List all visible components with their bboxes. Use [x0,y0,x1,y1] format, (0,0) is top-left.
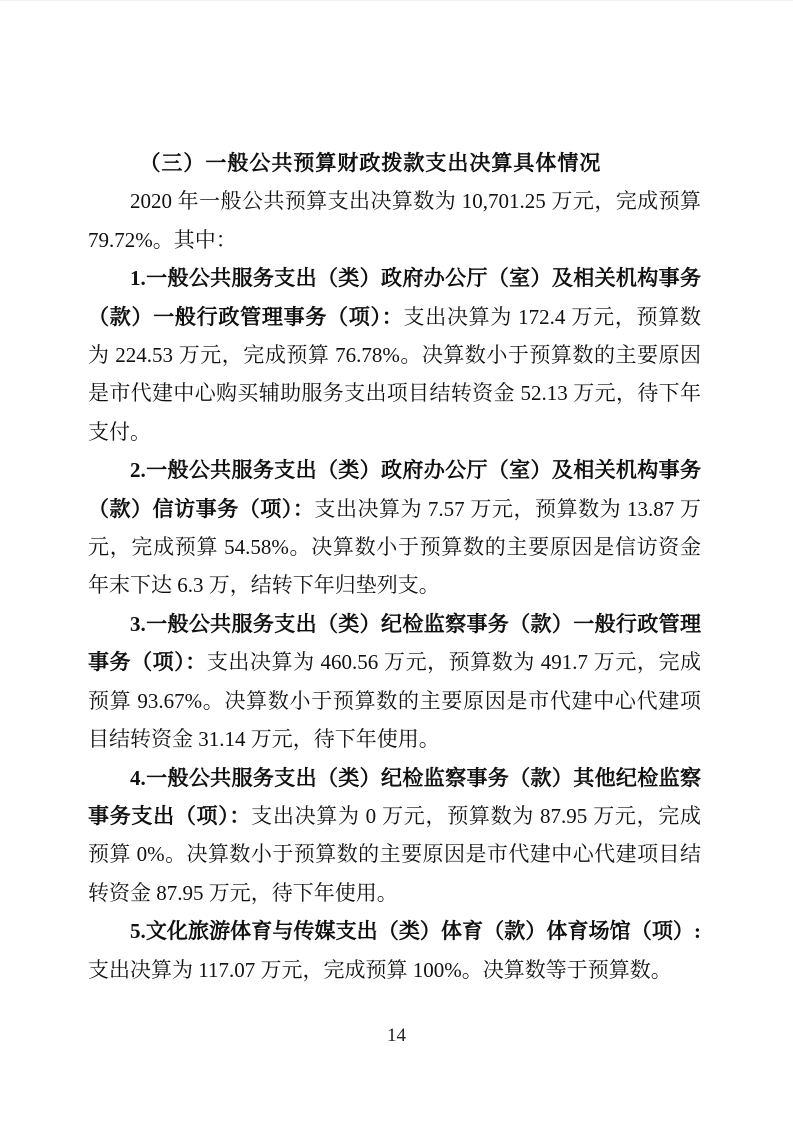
item-category-label: 3.一般公共服务支出（类）纪检监察事务（款）一般行政管理事务（项）： [88,611,701,675]
item-category-label: 2.一般公共服务支出（类）政府办公厅（室）及相关机构事务（款）信访事务（项）： [88,458,701,521]
page-number: 14 [387,1025,406,1046]
item-category-label: 1.一般公共服务支出（类）政府办公厅（室）及相关机构事务（款）一般行政管理事务（项）： [88,266,701,329]
budget-item-paragraph-1 [88,259,701,451]
budget-item-paragraph-4 [88,759,701,913]
item-detail-text: 支出决算为 7.57 万元，预算数为 13.87 万元，完成预算 54.58%。决算数小于预算数的主要原因是信访资金年末下达 6.3 万，结转下年归垫列支。 [88,496,702,598]
item-detail-text: 支出决算为 0 万元，预算数为 87.95 万元，完成预算 0%。决算数小于预算数的主要原因是市代建中心代建项目结转资金 87.95 万元，待下年使用。 [88,803,702,905]
budget-item-paragraph-2 [88,451,701,605]
item-detail-text: 支出决算为 172.4 万元，预算数为 224.53 万元，完成预算 76.78%。决算数小于预算数的主要原因是市代建中心购买辅助服务支出项目结转资金 52.13 万元，待下年支付。 [88,304,702,444]
item-category-label: 4.一般公共服务支出（类）纪检监察事务（款）其他纪检监察事务支出（项）： [88,765,701,828]
budget-item-paragraph-5 [88,912,701,989]
item-detail-text: 支出决算为 117.07 万元，完成预算 100%。决算数等于预算数。 [88,957,672,982]
section-heading: （三）一般公共预算财政拨款支出决算具体情况 [139,151,602,175]
intro-paragraph: 2020 年一般公共预算支出决算数为 10,701.25 万元，完成预算 79.72%。其中： [88,189,701,252]
budget-item-paragraph-3 [88,605,701,759]
document-body [88,144,701,989]
item-category-label: 5.文化旅游体育与传媒支出（类）体育（款）体育场馆（项）: [130,919,701,944]
item-detail-text: 支出决算为 460.56 万元，预算数为 491.7 万元，完成预算 93.67%。决算数小于预算数的主要原因是市代建中心代建项目结转资金 31.14 万元，待下年使用。 [88,650,702,752]
